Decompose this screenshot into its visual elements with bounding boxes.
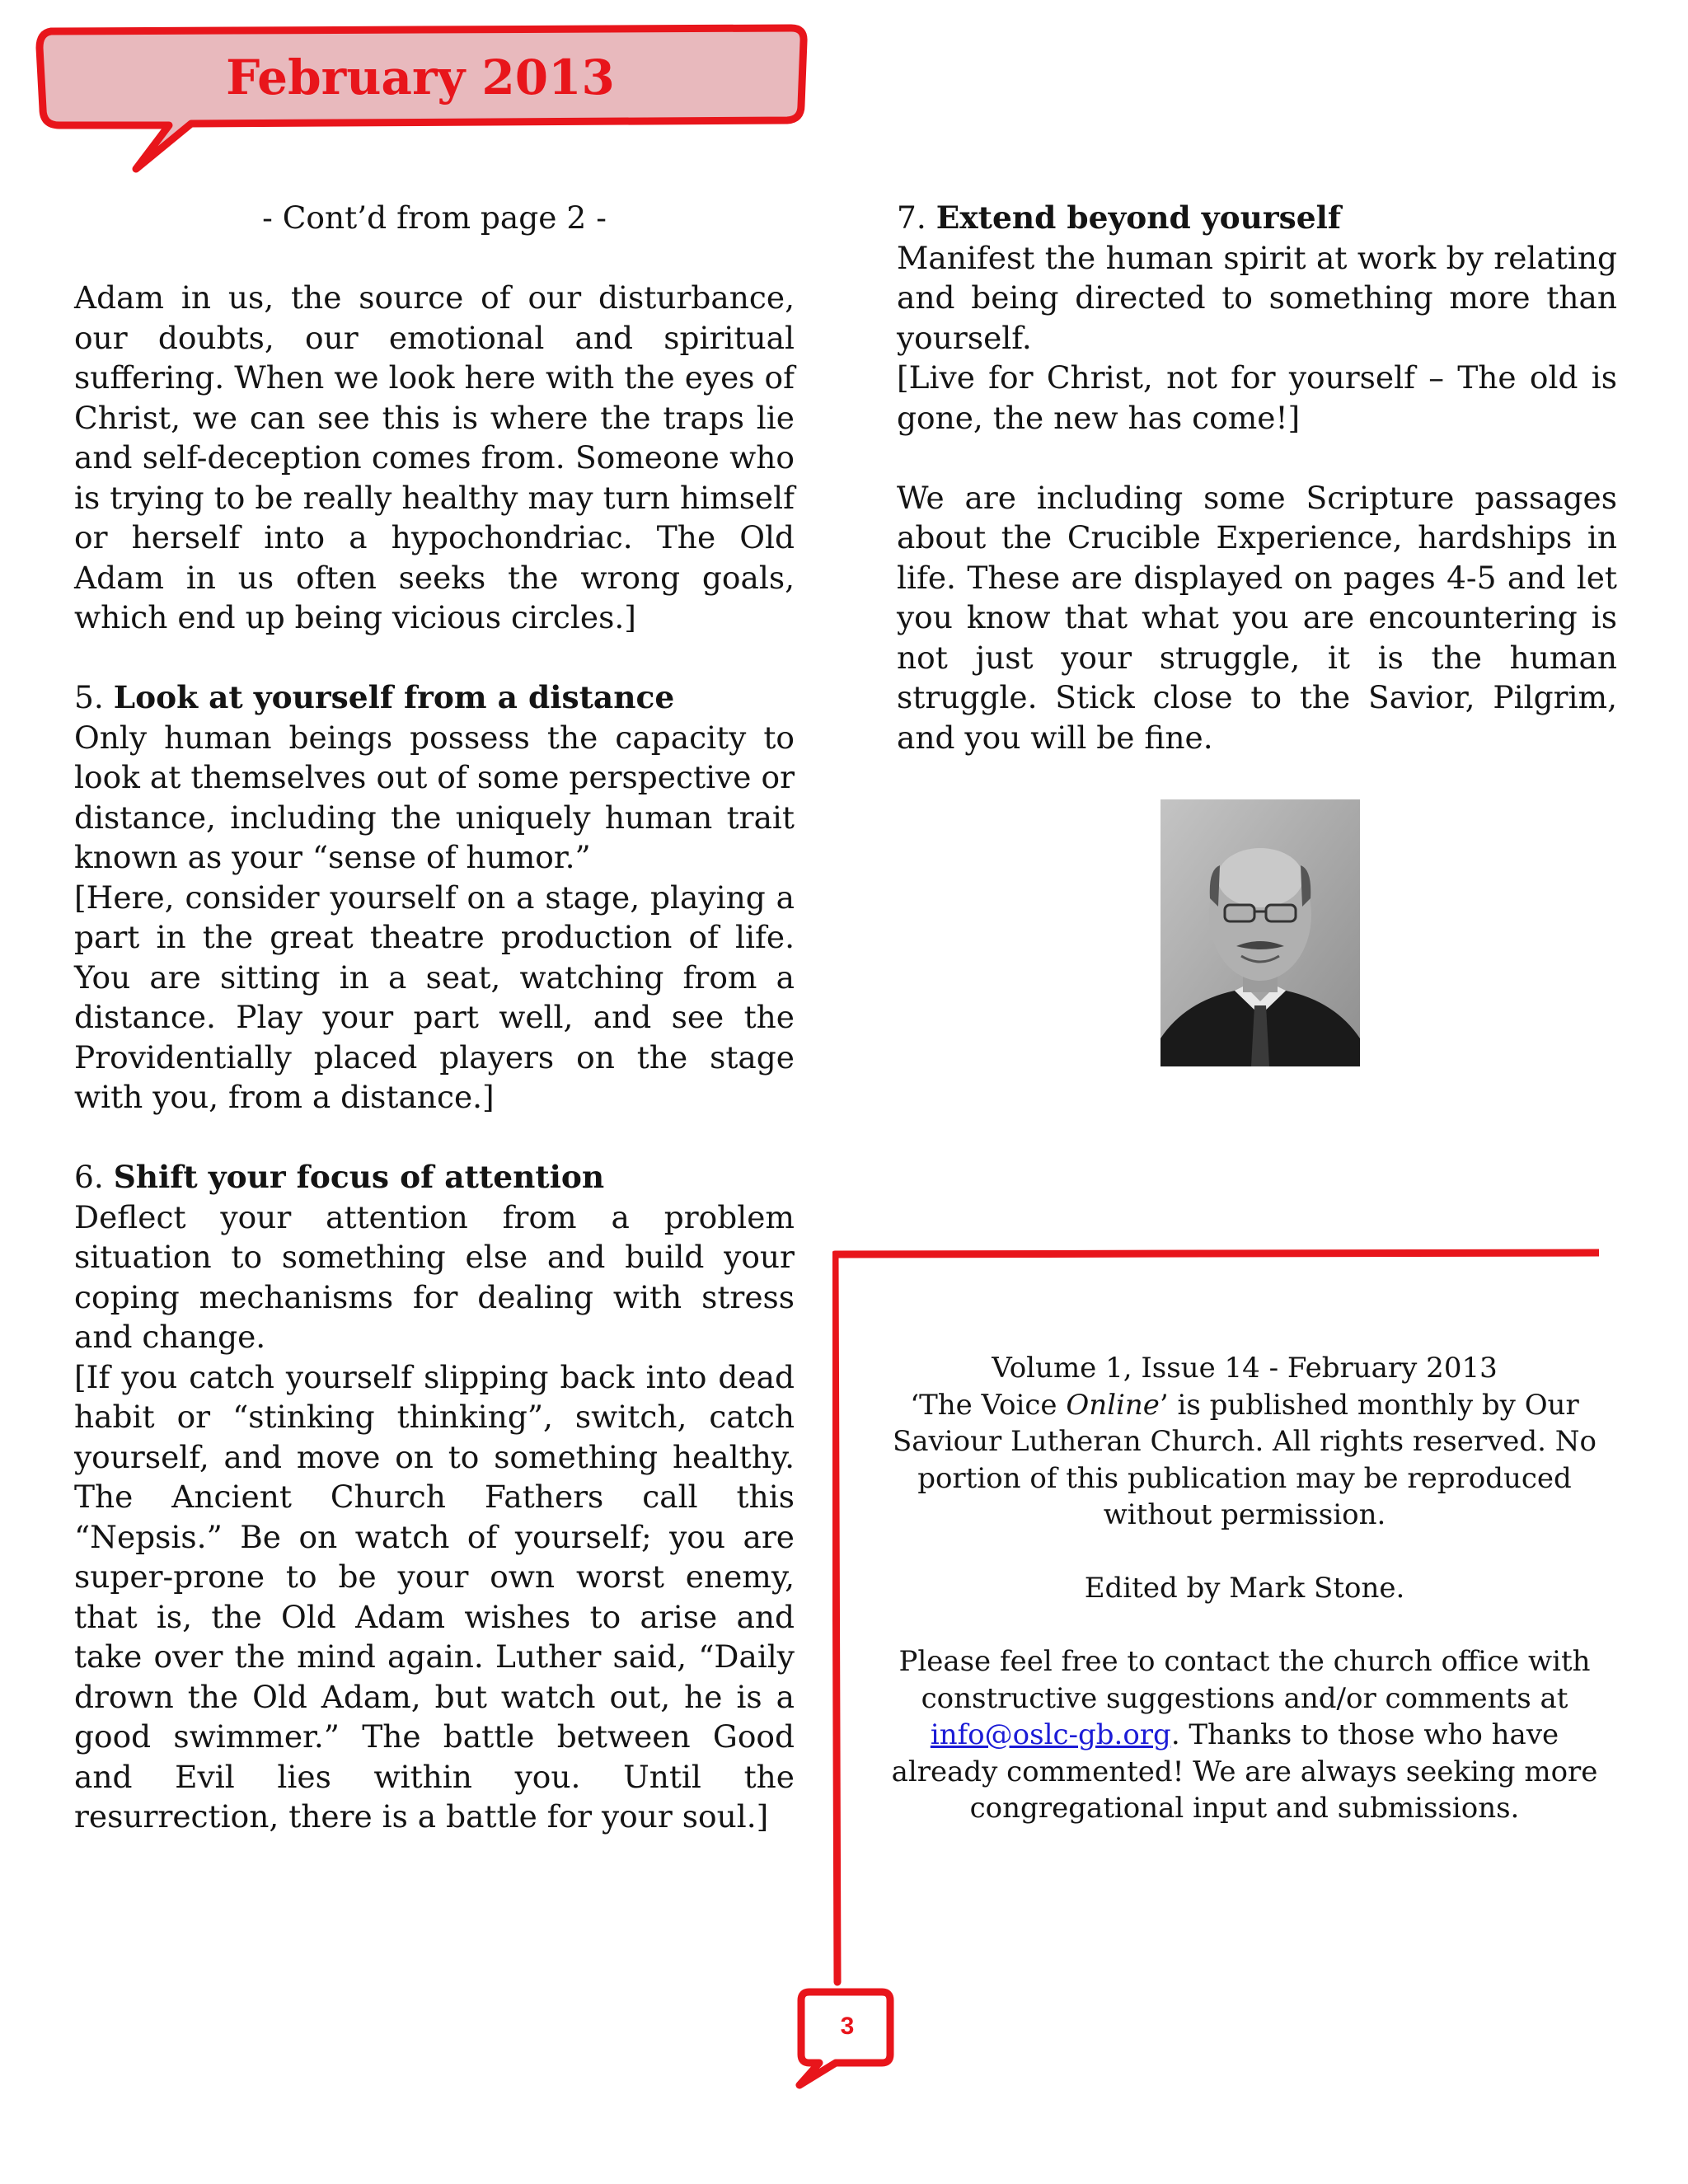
author-photo: [1160, 799, 1360, 1066]
colophon: [890, 1350, 1599, 1827]
header-title: February 2013: [226, 49, 615, 105]
section-5-title: Look at yourself from a distance: [113, 679, 675, 715]
section-5-number: 5.: [74, 679, 104, 715]
colophon-published: [890, 1387, 1599, 1534]
section-6-number: 6.: [74, 1159, 104, 1195]
section-7-paragraph-2: [Live for Christ, not for yourself – The old is gone, the new has come!]: [897, 359, 1617, 436]
section-5-heading: [74, 677, 795, 718]
continued-label: - Cont’d from page 2 -: [262, 199, 607, 236]
colophon-edited: Edited by Mark Stone.: [1084, 1572, 1405, 1605]
section-7-number: 7.: [897, 199, 926, 236]
section-7-heading: [897, 198, 1617, 238]
section-6-heading: [74, 1157, 795, 1197]
colophon-published-pre: ‘The Voice: [910, 1388, 1067, 1422]
section-6-paragraph-2: [If you catch yourself slipping back into dead habit or “stinking thinking”, switch, catch yourself, and move on to something healthy. The Ancient Church Fathers call this “Nepsis.” Be on watch of yourself; you are super-prone to be your own worst enemy, that is, the Old Adam wishes to arise and take over the mind again. Luther said, “Daily drown the Old Adam, but watch out, he is a good swimmer.” The battle between Good and Evil lies within you. Until the resurrection, there is a battle for your soul.]: [74, 1358, 795, 1835]
left-column: [74, 198, 795, 1837]
section-5-paragraph-2: [Here, consider yourself on a stage, playing a part in the great theatre production of life. You are sitting in a seat, watching from a distance. Play your part well, and see the Providentially placed players on the stage with you, from a distance.]: [74, 879, 795, 1115]
colophon-contact-post: . Thanks to those who have already commented! We are always seeking more congregational input and submissions.: [891, 1718, 1598, 1825]
colophon-volume: Volume 1, Issue 14 - February 2013: [992, 1352, 1498, 1385]
right-column: [897, 198, 1617, 757]
section-7-title: Extend beyond yourself: [935, 199, 1341, 236]
section-6-title: Shift your focus of attention: [113, 1159, 605, 1195]
colophon-published-italic: Online: [1066, 1388, 1160, 1422]
page-number: 3: [840, 2013, 855, 2040]
colophon-published-post: ’ is published monthly by Our Saviour Lutheran Church. All rights reserved. No portion of this publication may be reproduced without permission.: [892, 1388, 1597, 1531]
photo-forehead: [1217, 848, 1303, 907]
section-5-paragraph-1: Only human beings possess the capacity to look at themselves out of some perspective or distance, including the uniquely human trait known as your “sense of humor.”: [74, 719, 795, 875]
colophon-contact: [890, 1643, 1599, 1827]
email-link[interactable]: info@oslc-gb.org: [930, 1718, 1171, 1751]
section-6-paragraph-1: Deflect your attention from a problem situation to something else and build your coping mechanisms for dealing with stress and change.: [74, 1198, 795, 1355]
section-7-paragraph-1: Manifest the human spirit at work by relating and being directed to something more than yourself.: [897, 239, 1617, 356]
scripture-paragraph: We are including some Scripture passages about the Crucible Experience, hardships in life. These are displayed on pages 4-5 and let you know that what you are encountering is not just your struggle, it is the human struggle. Stick close to the Savior, Pilgrim, and you will be fine.: [897, 479, 1617, 756]
intro-paragraph: Adam in us, the source of our disturbance, our doubts, our emotional and spiritual suffering. When we look here with the eyes of Christ, we can see this is where the traps lie and self-deception comes from. Someone who is trying to be really healthy may turn himself or herself into a hypochondriac. The Old Adam in us often seeks the wrong goals, which end up being vicious circles.]: [74, 279, 795, 635]
colophon-contact-pre: Please feel free to contact the church office with constructive suggestions and/or comments at: [898, 1645, 1591, 1715]
